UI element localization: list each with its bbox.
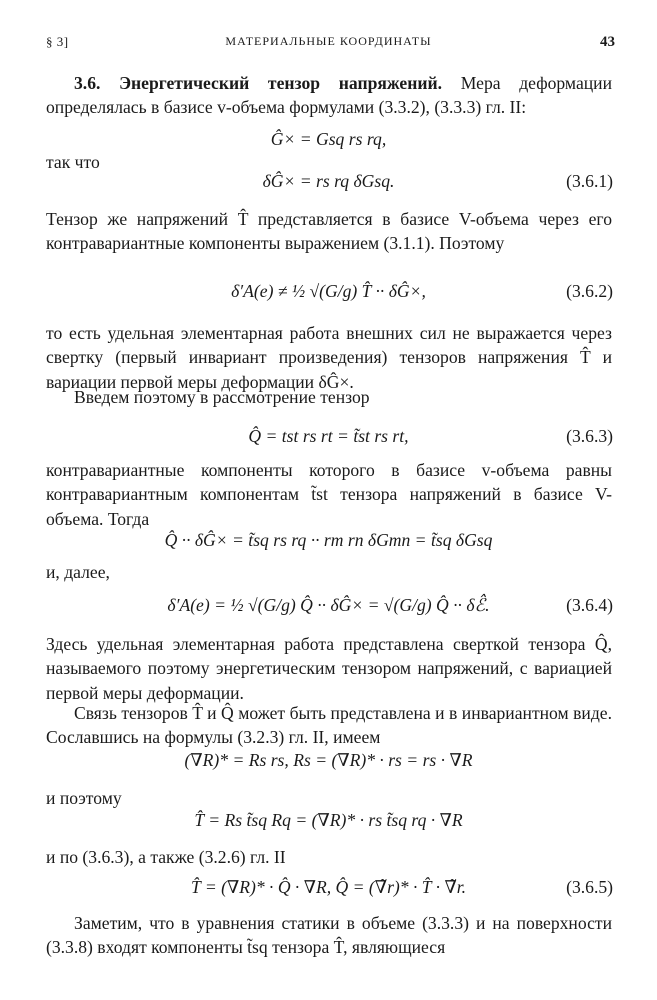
equation-number-3-6-2: (3.6.2) xyxy=(566,281,613,301)
paragraph-specific-work: Здесь удельная элементарная работа представлена сверткой тензора Q̂, называемого поэтому энергетическим тензором напряжений, с вариацией первой меры деформации. xyxy=(46,634,612,703)
running-header-section: § 3] xyxy=(46,34,69,49)
intro-text: Мера деформации определялась в базисе v-объема формулами (3.3.2), (3.3.3) гл. II: xyxy=(46,73,612,118)
equation-contraction: Q̂ ·· δĜ× = t̃sq rs rq ·· rm rn δGmn = t̃sq δGsq xyxy=(164,530,493,550)
text-i-po: и по (3.6.3), а также (3.2.6) гл. II xyxy=(46,847,286,867)
equation-gradient-relations: (∇R)* = Rs rs, Rs = (∇R)* · rs = rs · ∇R xyxy=(184,750,473,770)
paragraph-contravariant: контравариантные компоненты которого в базисе v-объема равны контравариантным компонентам t̃st тензора напряжений в базисе V-объема. Тогда xyxy=(46,460,612,529)
equation-3-6-1: δĜ× = rs rq δGsq. xyxy=(262,171,395,191)
equation-t-expansion: T̂ = Rs t̃sq Rq = (∇R)* · rs t̃sq rq · ∇R xyxy=(194,810,463,830)
equation-number-3-6-3: (3.6.3) xyxy=(566,426,613,446)
paragraph-intro xyxy=(46,71,612,120)
running-header-title: МАТЕРИАЛЬНЫЕ КООРДИНАТЫ xyxy=(225,34,432,48)
equation-3-6-4: δ′A(e) = ½ √(G/g) Q̂ ·· δĜ× = √(G/g) Q̂ ·· δℰ̂. xyxy=(167,595,490,615)
text-i-dalee: и, далее, xyxy=(46,562,110,582)
page-number: 43 xyxy=(600,34,615,50)
section-heading: 3.6. Энергетический тензор напряжений. xyxy=(74,73,443,93)
equation-3-6-2: δ′A(e) ≠ ½ √(G/g) T̂ ·· δĜ×, xyxy=(231,281,426,301)
equation-3-6-3: Q̂ = tst rs rt = t̃st rs rt, xyxy=(248,426,409,446)
equation-first-measure: Ĝ× = Gsq rs rq, xyxy=(270,129,387,149)
equation-number-3-6-5: (3.6.5) xyxy=(566,877,613,897)
paragraph-external-work: то есть удельная элементарная работа внешних сил не выражается через свертку (первый инвариант произведения) тензоров напряжения T̂ и вариации первой меры деформации δĜ×. xyxy=(46,323,612,392)
equation-number-3-6-1: (3.6.1) xyxy=(566,171,613,191)
paragraph-tensor-link: Связь тензоров T̂ и Q̂ может быть представлена и в инвариантном виде. Сославшись на формулы (3.2.3) гл. II, имеем xyxy=(46,703,612,748)
paragraph-stress-tensor: Тензор же напряжений T̂ представляется в базисе V-объема через его контравариантные компоненты выражением (3.1.1). Поэтому xyxy=(46,209,612,254)
equation-number-3-6-4: (3.6.4) xyxy=(566,595,613,615)
text-tak-chto: так что xyxy=(46,152,100,172)
paragraph-introduce-tensor: Введем поэтому в рассмотрение тензор xyxy=(74,387,370,407)
paragraph-statics-note: Заметим, что в уравнения статики в объеме (3.3.3) и на поверхности (3.3.8) входят компоненты t̃sq тензора T̂, являющиеся xyxy=(46,913,612,958)
equation-3-6-5: T̂ = (∇R)* · Q̂ · ∇R, Q̂ = (∇̃r)* · T̂ · ∇̃r. xyxy=(190,877,467,897)
text-i-poetomu: и поэтому xyxy=(46,788,122,808)
